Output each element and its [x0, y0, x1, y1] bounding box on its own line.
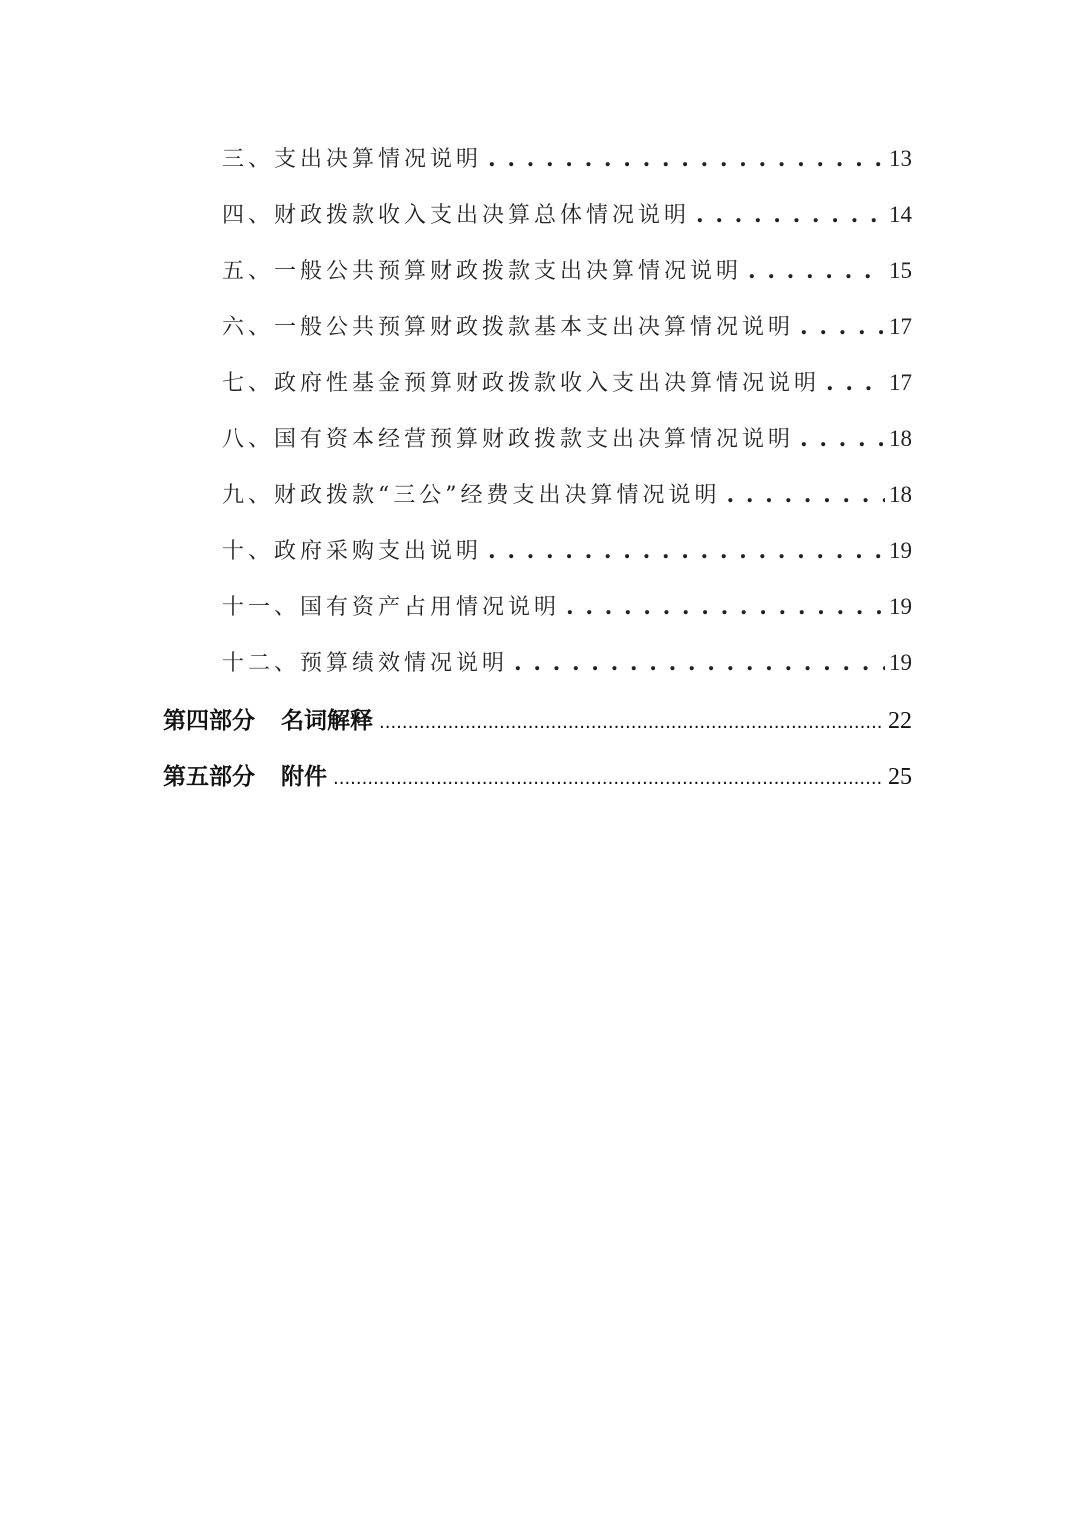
toc-entry-title: 十一、国有资产占用情况说明: [222, 595, 561, 620]
toc-entry-12[interactable]: [222, 645, 912, 681]
toc-entry-6[interactable]: [222, 309, 912, 345]
toc-part-4[interactable]: [163, 703, 912, 739]
toc-entry-title: 四、财政拨款收入支出决算总体情况说明: [222, 203, 691, 228]
toc-page-number: 17: [889, 370, 912, 395]
toc-leader-dots: [488, 141, 885, 178]
toc-leader-dots: [727, 477, 886, 514]
toc-part-label: 第四部分: [163, 708, 255, 734]
toc-leader-dots: [566, 589, 885, 626]
toc-leader-dots: [488, 533, 885, 570]
toc-page-number: 22: [888, 708, 912, 734]
toc-part-title: 名词解释: [281, 708, 373, 734]
toc-leader-dots: [800, 309, 885, 346]
toc-entry-9[interactable]: [222, 477, 912, 513]
toc-page-number: 19: [889, 538, 912, 563]
toc-page-number: 19: [889, 594, 912, 619]
toc-entry-7[interactable]: [222, 365, 912, 401]
toc-page-number: 18: [889, 482, 912, 507]
toc-page-number: 19: [889, 650, 912, 675]
toc-page-number: 13: [889, 146, 912, 171]
toc-entry-title: 八、国有资本经营预算财政拨款支出决算情况说明: [222, 427, 795, 452]
toc-entry-3[interactable]: [222, 141, 912, 177]
toc-entry-8[interactable]: [222, 421, 912, 457]
toc-leader-dots: [748, 253, 885, 290]
toc-entry-title: 五、一般公共预算财政拨款支出决算情况说明: [222, 259, 743, 284]
toc-entry-title: 十二、预算绩效情况说明: [222, 651, 509, 676]
toc-leader-dots: [800, 421, 885, 458]
toc-entry-title: 七、政府性基金预算财政拨款收入支出决算情况说明: [222, 371, 821, 396]
toc-page-number: 25: [888, 764, 912, 790]
toc-entry-4[interactable]: [222, 197, 912, 233]
toc-part-heading: [163, 759, 327, 795]
toc-entry-10[interactable]: [222, 533, 912, 569]
toc-part-heading: [163, 703, 373, 739]
toc-part-label: 第五部分: [163, 764, 255, 790]
toc-entry-title: 三、支出决算情况说明: [222, 147, 483, 172]
toc-entry-title: 九、财政拨款“三公”经费支出决算情况说明: [222, 483, 721, 508]
toc-leader-dots: [379, 703, 884, 741]
toc-page-number: 17: [889, 314, 912, 339]
toc-entry-5[interactable]: [222, 253, 912, 289]
toc-page-number: 18: [889, 426, 912, 451]
toc-part-title: 附件: [281, 764, 327, 790]
toc-leader-dots: [696, 197, 885, 234]
toc-entry-11[interactable]: [222, 589, 912, 625]
toc-page-number: 14: [889, 202, 912, 227]
toc-leader-dots: [514, 645, 885, 682]
toc-entry-title: 十、政府采购支出说明: [222, 539, 483, 564]
toc-page-number: 15: [889, 258, 912, 283]
toc-leader-dots: [333, 759, 884, 797]
toc-part-5[interactable]: [163, 759, 912, 795]
toc-entry-title: 六、一般公共预算财政拨款基本支出决算情况说明: [222, 315, 795, 340]
toc-leader-dots: [826, 365, 885, 402]
